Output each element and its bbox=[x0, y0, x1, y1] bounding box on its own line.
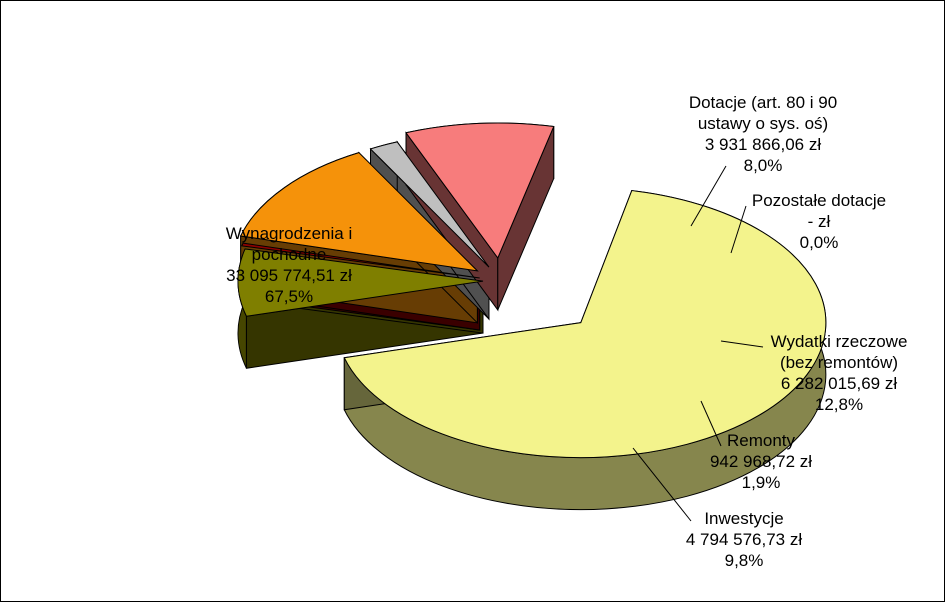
slice-label-line: 67,5% bbox=[264, 287, 314, 306]
slice-label-1 bbox=[689, 93, 837, 175]
slice-label-line: 1,9% bbox=[741, 473, 781, 492]
slice-label-line: 942 968,72 zł bbox=[709, 452, 813, 471]
slice-label-line: Wynagrodzenia i bbox=[225, 224, 353, 243]
slice-label-line: 4 794 576,73 zł bbox=[685, 530, 803, 549]
slice-label-line: 6 282 015,69 zł bbox=[780, 374, 898, 393]
slice-label-line: 9,8% bbox=[724, 551, 764, 570]
slice-label-line: ustawy o sys. oś) bbox=[697, 114, 829, 133]
slice-label-line: Pozostałe dotacje bbox=[751, 191, 887, 210]
pie-chart bbox=[1, 1, 945, 603]
slice-label-line: 33 095 774,51 zł bbox=[226, 266, 352, 285]
pie-tops bbox=[238, 123, 826, 458]
slice-label-line: 12,8% bbox=[814, 395, 864, 414]
slice-label-line: pochodne bbox=[251, 245, 327, 264]
slice-label-line: Wydatki rzeczowe bbox=[770, 332, 908, 351]
slice-label-line: 0,0% bbox=[799, 233, 839, 252]
slice-label-line: (bez remontów) bbox=[779, 353, 899, 372]
slice-label-line: - zł bbox=[807, 212, 831, 231]
slice-label-line: 3 931 866,06 zł bbox=[704, 135, 822, 154]
slice-label-5 bbox=[686, 509, 802, 570]
slice-label-line: 8,0% bbox=[743, 156, 783, 175]
slice-label-line: Inwestycje bbox=[704, 509, 784, 528]
slice-label-line: Dotacje (art. 80 i 90 bbox=[688, 93, 838, 112]
slice-label-line: Remonty bbox=[726, 431, 796, 450]
